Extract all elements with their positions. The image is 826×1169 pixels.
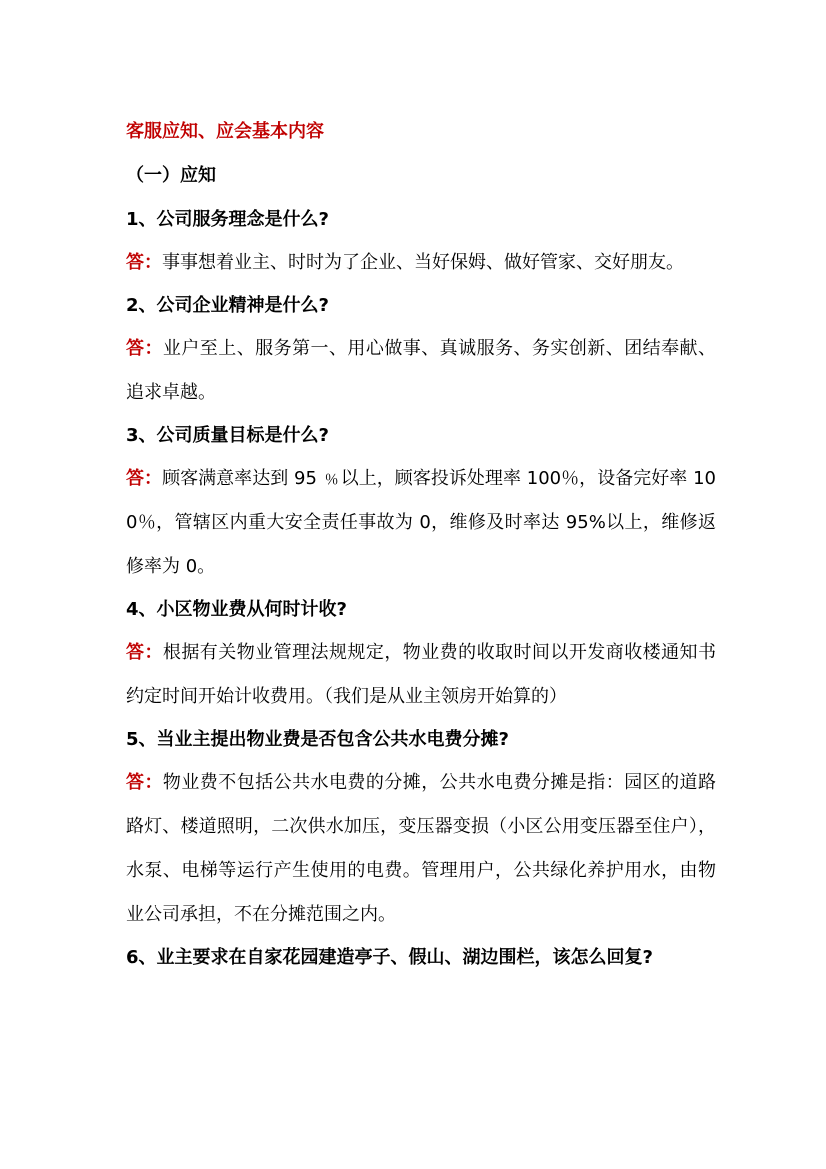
section-heading: （一）应知 bbox=[126, 165, 216, 186]
answer-text: 物业费不包括公共水电费的分摊，公共水电费分摊是指：园区的道路路灯、楼道照明，二次供水加压，变压器变损（小区公用变压器至住户），水泵、电梯等运行产生使用的电费。管理用户，公共绿化养护用水，由物业公司承担，不在分摊范围之内。 bbox=[126, 772, 716, 925]
answer-4 bbox=[126, 631, 716, 719]
answer-5 bbox=[126, 761, 716, 937]
question-3: 3、公司质量目标是什么? bbox=[126, 425, 329, 446]
answer-text: 事事想着业主、时时为了企业、当好保姆、做好管家、交好朋友。 bbox=[162, 252, 684, 273]
document-content bbox=[126, 117, 716, 986]
answer-text: 业户至上、服务第一、用心做事、真诚服务、务实创新、团结奉献、追求卓越。 bbox=[126, 338, 716, 403]
question-1: 1、公司服务理念是什么? bbox=[126, 209, 329, 230]
answer-text: 根据有关物业管理法规规定，物业费的收取时间以开发商收楼通知书约定时间开始计收费用。（我们是从业主领房开始算的） bbox=[126, 642, 716, 707]
answer-2 bbox=[126, 327, 716, 415]
question-6: 6、业主要求在自家花园建造亭子、假山、湖边围栏，该怎么回复? bbox=[126, 947, 653, 968]
question-5: 5、当业主提出物业费是否包含公共水电费分摊? bbox=[126, 729, 509, 750]
answer-1 bbox=[126, 241, 716, 285]
answer-label: 答： bbox=[126, 252, 162, 273]
answer-text: 顾客满意率达到 95 ﹪以上，顾客投诉处理率 100％，设备完好率 100％，管辖区内重大安全责任事故为 0，维修及时率达 95%以上，维修返修率为 0。 bbox=[126, 468, 716, 577]
question-2: 2、公司企业精神是什么? bbox=[126, 295, 329, 316]
answer-label: 答： bbox=[126, 642, 163, 663]
question-4: 4、小区物业费从何时计收? bbox=[126, 599, 347, 620]
answer-label: 答： bbox=[126, 338, 163, 359]
answer-label: 答： bbox=[126, 772, 163, 793]
answer-label: 答： bbox=[126, 468, 163, 489]
answer-3 bbox=[126, 457, 716, 589]
document-title: 客服应知、应会基本内容 bbox=[126, 121, 324, 142]
